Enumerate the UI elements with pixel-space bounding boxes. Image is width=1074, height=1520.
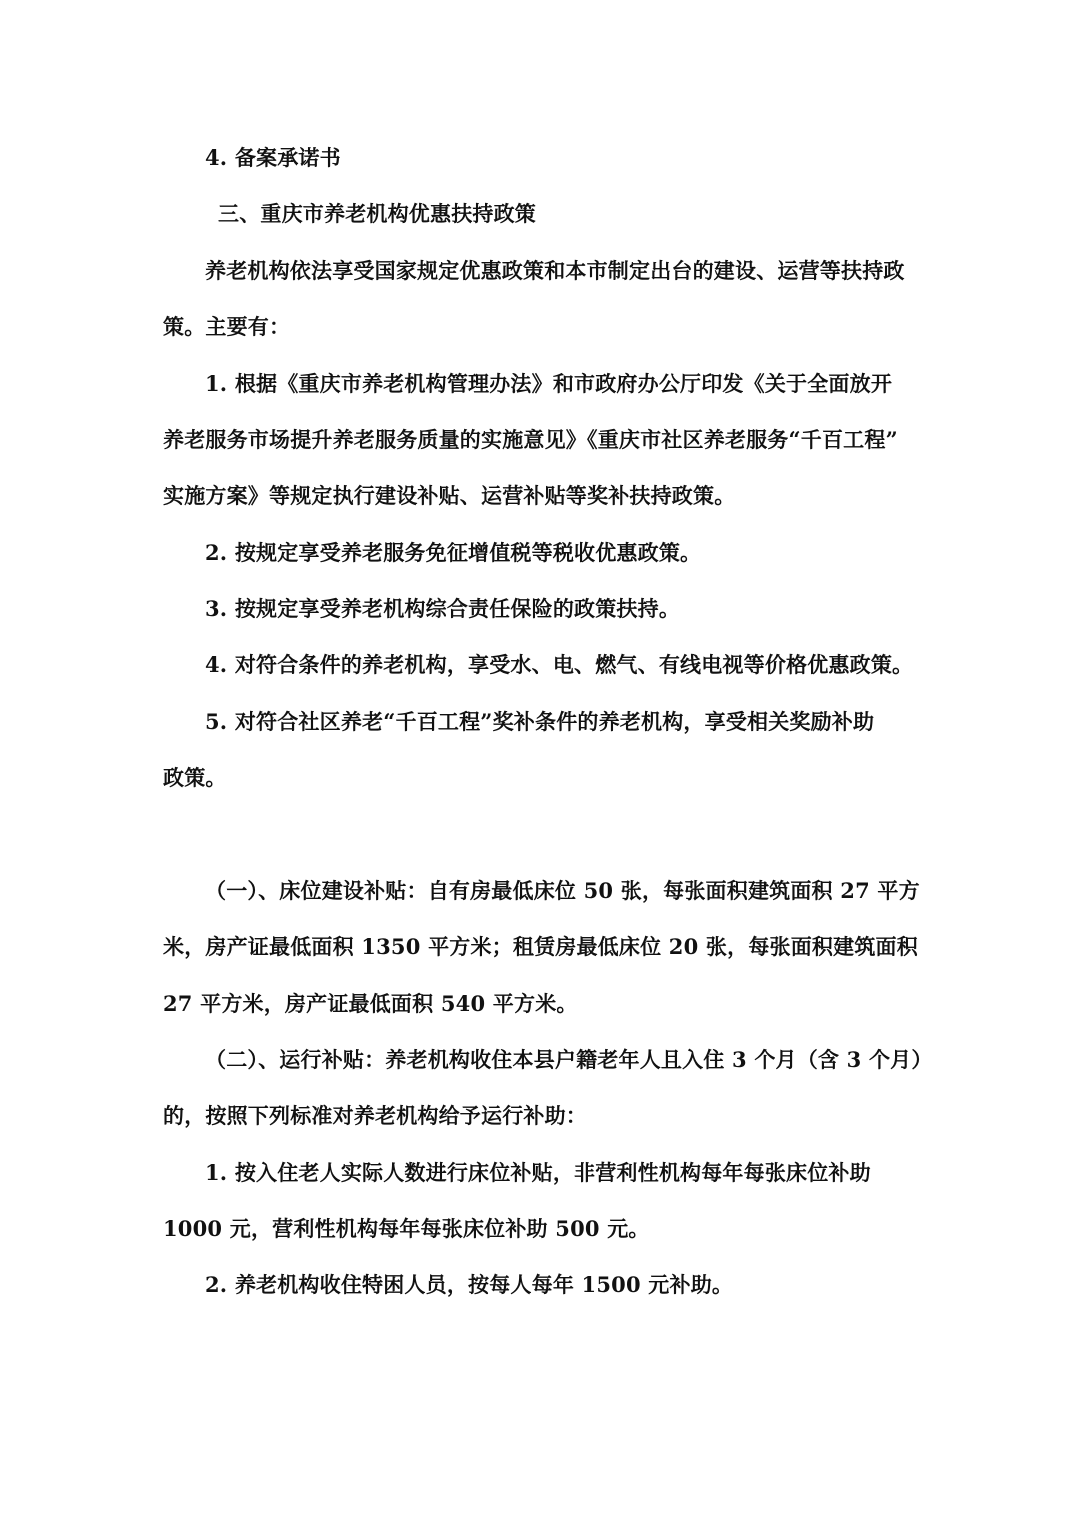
policy-item-5-cont: 政策。 <box>163 765 227 790</box>
operation-item-1: 1. 按入住老人实际人数进行床位补贴，非营利性机构每年每张床位补助 <box>205 1160 871 1185</box>
policy-item-1-cont-2: 实施方案》等规定执行建设补贴、运营补贴等奖补扶持政策。 <box>163 483 736 508</box>
policy-item-5: 5. 对符合社区养老“千百工程”奖补条件的养老机构，享受相关奖励补助 <box>205 709 875 734</box>
policy-item-2: 2. 按规定享受养老服务免征增值税等税收优惠政策。 <box>205 540 702 565</box>
paragraph-intro-cont: 策。主要有： <box>163 314 291 339</box>
policy-item-1-cont: 养老服务市场提升养老服务质量的实施意见》《重庆市社区养老服务“千百工程” <box>163 427 898 452</box>
subsidy-operation-cont: 的，按照下列标准对养老机构给予运行补助： <box>163 1103 587 1128</box>
policy-item-3: 3. 按规定享受养老机构综合责任保险的政策扶持。 <box>205 596 681 621</box>
paragraph-intro: 养老机构依法享受国家规定优惠政策和本市制定出台的建设、运营等扶持政 <box>205 258 905 283</box>
subsidy-bed-construction-cont-2: 27 平方米，房产证最低面积 540 平方米。 <box>163 991 578 1016</box>
section-heading-3: 三、重庆市养老机构优惠扶持政策 <box>218 201 536 226</box>
policy-item-4: 4. 对符合条件的养老机构，享受水、电、燃气、有线电视等价格优惠政策。 <box>205 652 914 677</box>
policy-item-1: 1. 根据《重庆市养老机构管理办法》和市政府办公厅印发《关于全面放开 <box>205 371 893 396</box>
subsidy-bed-construction: （一）、床位建设补贴：自有房最低床位 50 张，每张面积建筑面积 27 平方 <box>205 878 920 903</box>
operation-item-1-cont: 1000 元，营利性机构每年每张床位补助 500 元。 <box>163 1216 650 1241</box>
list-item-4-commitment: 4. 备案承诺书 <box>205 145 341 170</box>
subsidy-bed-construction-cont: 米，房产证最低面积 1350 平方米；租赁房最低床位 20 张，每张面积建筑面积 <box>163 934 918 959</box>
subsidy-operation: （二）、运行补贴：养老机构收住本县户籍老年人且入住 3 个月（含 3 个月） <box>205 1047 933 1072</box>
operation-item-2: 2. 养老机构收住特困人员，按每人每年 1500 元补助。 <box>205 1272 734 1297</box>
